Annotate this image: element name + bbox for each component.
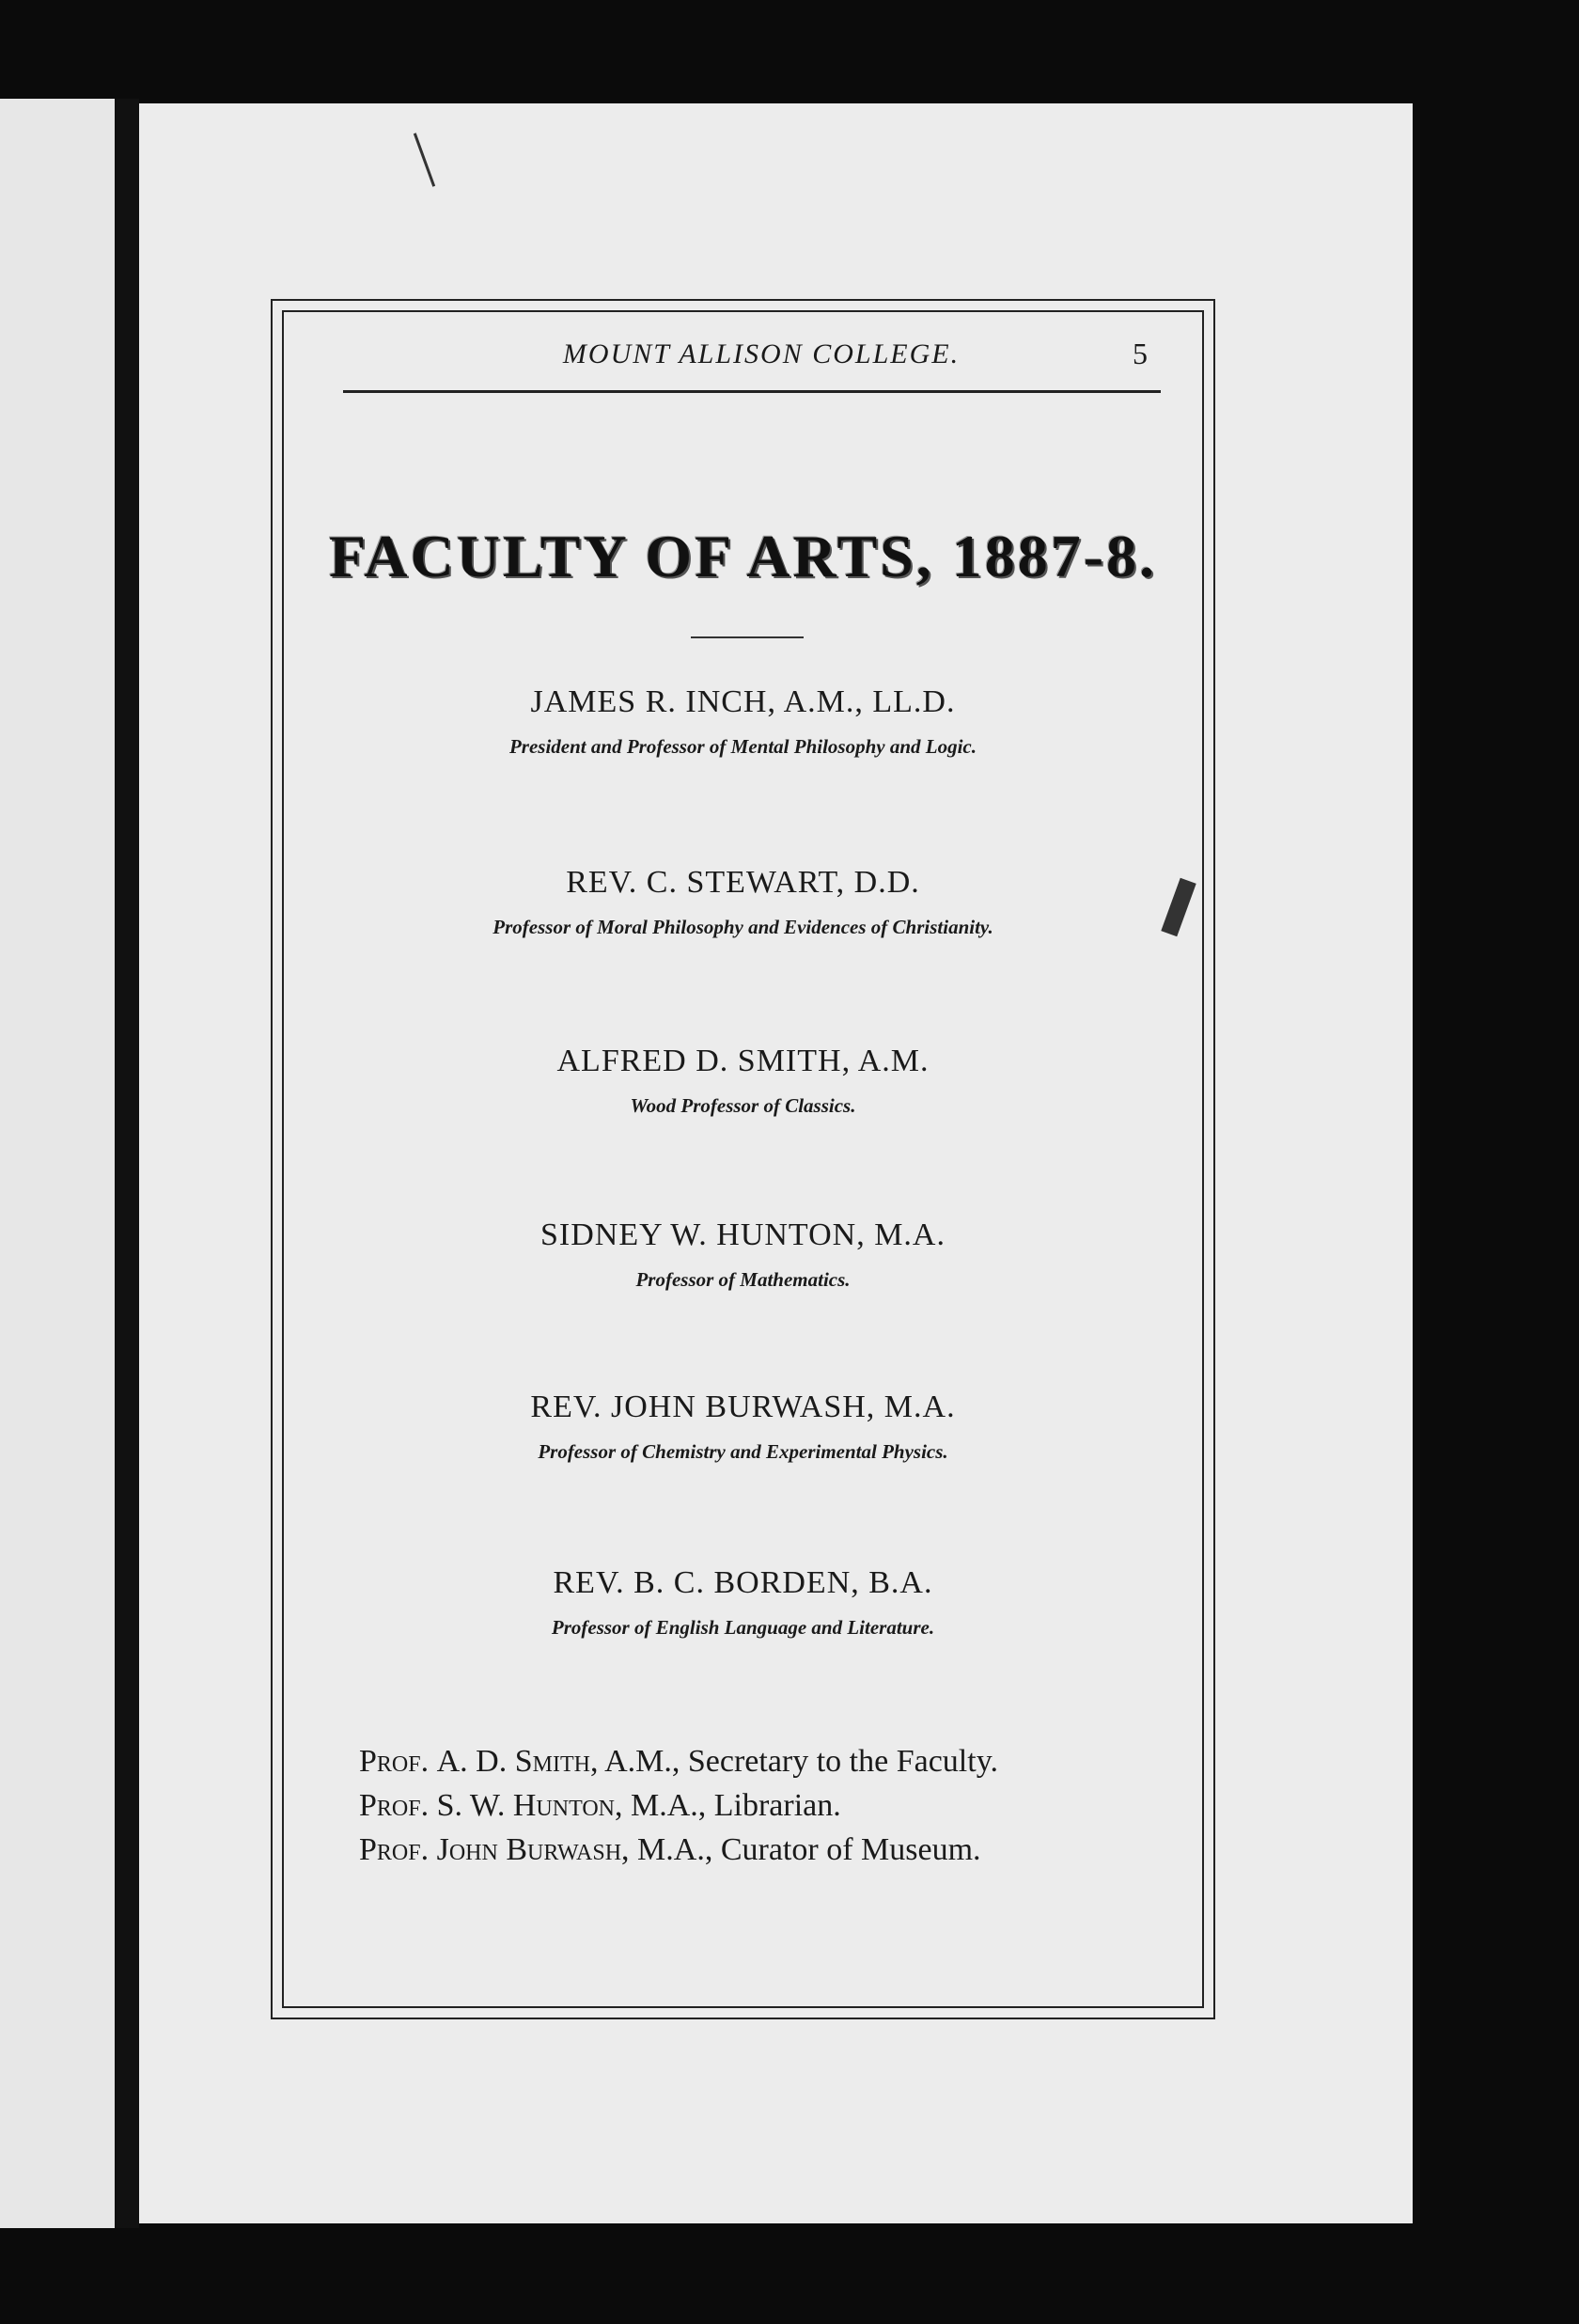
faculty-role: Professor of Mathematics. <box>635 1268 851 1291</box>
officer-name: A. D. Smith, <box>436 1744 599 1779</box>
faculty-name: SIDNEY W. HUNTON, M.A. <box>540 1217 946 1252</box>
officer-duty: M.A., Librarian. <box>630 1788 841 1823</box>
faculty-name: REV. JOHN BURWASH, M.A. <box>530 1390 956 1424</box>
faculty-name: REV. C. STEWART, D.D. <box>566 865 920 900</box>
officer-duty: M.A., Curator of Museum. <box>637 1832 981 1867</box>
faculty-entry <box>282 865 1204 939</box>
faculty-entry <box>282 1217 1204 1292</box>
officer-prefix: Prof. <box>359 1788 430 1823</box>
faculty-role: Professor of Moral Philosophy and Evidences of Christianity. <box>492 916 993 938</box>
faculty-name: ALFRED D. SMITH, A.M. <box>556 1044 930 1078</box>
header-rule <box>343 390 1161 393</box>
officer-line <box>359 1783 998 1828</box>
officer-name: John Burwash, <box>436 1832 630 1867</box>
faculty-entry <box>282 684 1204 759</box>
faculty-role: Professor of Chemistry and Experimental Physics. <box>538 1440 948 1463</box>
officer-name: S. W. Hunton, <box>436 1788 623 1823</box>
title-rule <box>691 636 804 638</box>
faculty-entry <box>282 1565 1204 1640</box>
running-head: MOUNT ALLISON COLLEGE. <box>562 338 961 369</box>
faculty-role: President and Professor of Mental Philosophy and Logic. <box>508 735 977 758</box>
officer-prefix: Prof. <box>359 1832 430 1867</box>
page-number: 5 <box>1133 337 1148 370</box>
faculty-entry <box>282 1390 1204 1464</box>
officer-prefix: Prof. <box>359 1744 430 1779</box>
faculty-role: Professor of English Language and Literature. <box>551 1616 935 1639</box>
faculty-role: Wood Professor of Classics. <box>630 1094 856 1117</box>
faculty-officers <box>359 1739 998 1872</box>
facing-page-edge <box>0 99 115 2228</box>
officer-line <box>359 1739 998 1783</box>
book-gutter <box>115 99 139 2228</box>
faculty-name: REV. B. C. BORDEN, B.A. <box>553 1565 933 1600</box>
officer-duty: A.M., Secretary to the Faculty. <box>604 1744 998 1779</box>
page-title: FACULTY OF ARTS, 1887-8. <box>328 523 1158 589</box>
officer-line <box>359 1828 998 1872</box>
faculty-entry <box>282 1044 1204 1118</box>
faculty-name: JAMES R. INCH, A.M., LL.D. <box>530 684 956 719</box>
